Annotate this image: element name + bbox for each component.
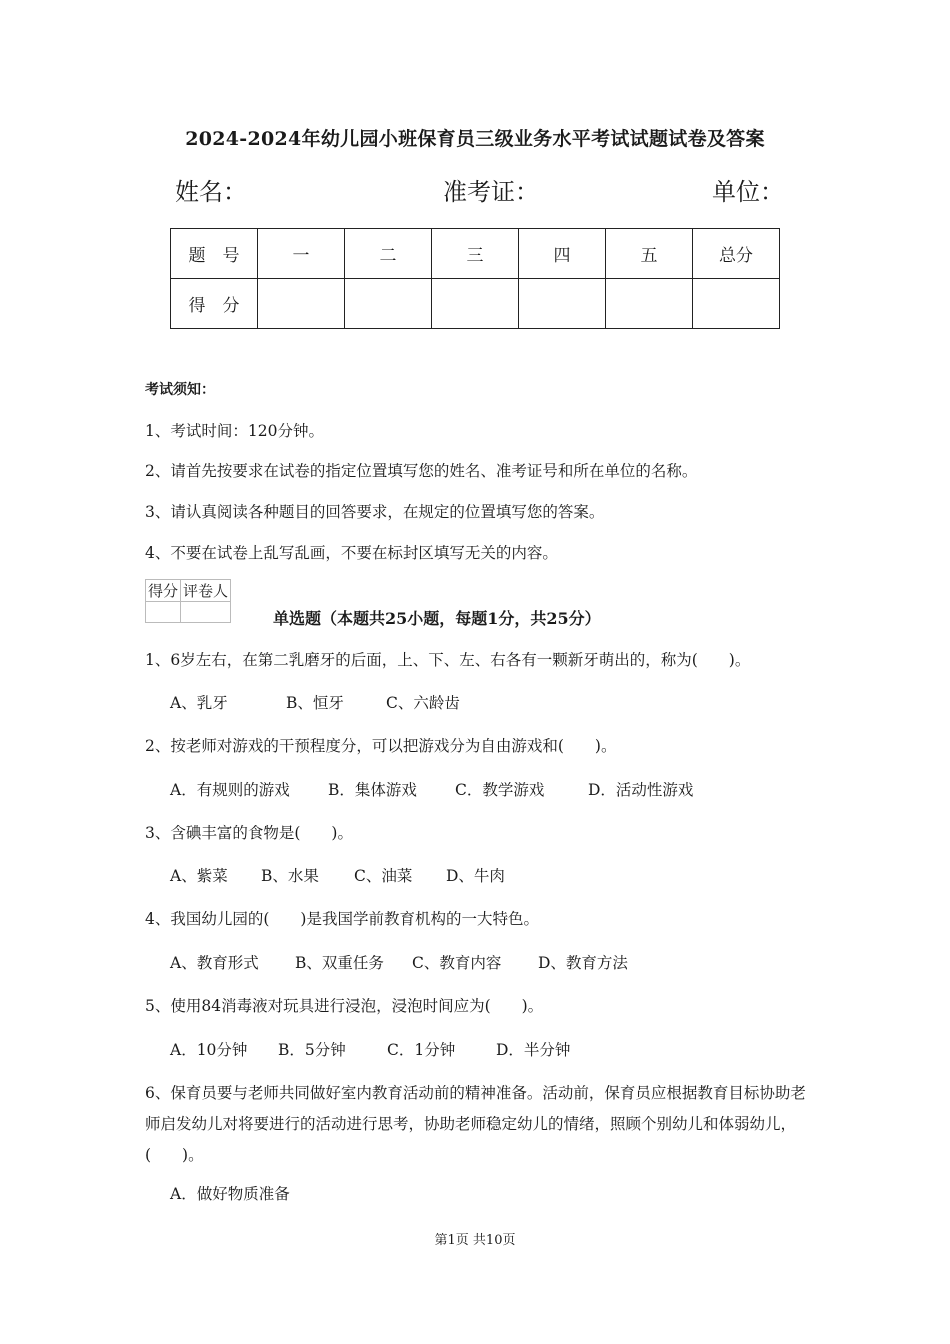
- grader-reviewer-cell[interactable]: [181, 602, 231, 623]
- score-header-cell: 四: [519, 229, 606, 279]
- question-option[interactable]: A、乳牙: [170, 694, 228, 712]
- notice-item: 1、考试时间：120分钟。: [145, 422, 324, 440]
- question-option[interactable]: C．教学游戏: [455, 781, 545, 799]
- question-stem: 6、保育员要与老师共同做好室内教育活动前的精神准备。活动前，保育员应根据教育目标协助老师启发幼儿对将要进行的活动进行思考，协助老师稳定幼儿的情绪，照顾个别幼儿和体弱幼儿，( )。: [145, 1084, 806, 1164]
- score-cell[interactable]: [432, 279, 519, 329]
- score-cell[interactable]: [519, 279, 606, 329]
- score-cell[interactable]: [345, 279, 432, 329]
- unit-label: 单位：: [712, 178, 784, 206]
- score-cell[interactable]: [693, 279, 780, 329]
- question-option[interactable]: B、双重任务: [295, 954, 384, 972]
- score-header-cell: 总分: [693, 229, 780, 279]
- notice-item: 3、请认真阅读各种题目的回答要求，在规定的位置填写您的答案。: [145, 503, 605, 521]
- question-option[interactable]: A．有规则的游戏: [170, 781, 290, 799]
- exam-id-label: 准考证：: [443, 178, 539, 206]
- question-option[interactable]: C、六龄齿: [386, 694, 460, 712]
- score-cell[interactable]: [258, 279, 345, 329]
- question-stem: 3、含碘丰富的食物是( )。: [145, 824, 353, 842]
- question-option[interactable]: B、恒牙: [286, 694, 344, 712]
- exam-title: 2024-2024年幼儿园小班保育员三级业务水平考试试题试卷及答案: [185, 128, 765, 150]
- name-label: 姓名：: [175, 178, 247, 206]
- question-option[interactable]: C、教育内容: [412, 954, 502, 972]
- question-option[interactable]: C．1分钟: [387, 1041, 456, 1059]
- grader-score-cell[interactable]: [146, 602, 181, 623]
- question-option[interactable]: D．活动性游戏: [588, 781, 694, 799]
- score-header-cell: 三: [432, 229, 519, 279]
- question-option[interactable]: A．10分钟: [170, 1041, 248, 1059]
- score-table: [170, 228, 780, 329]
- score-header-cell: 二: [345, 229, 432, 279]
- question-option[interactable]: C、油菜: [354, 867, 413, 885]
- score-row-label: 得 分: [171, 279, 258, 329]
- question-stem: 1、6岁左右，在第二乳磨牙的后面，上、下、左、右各有一颗新牙萌出的，称为( )。: [145, 651, 751, 669]
- score-table-score-row: [171, 279, 780, 329]
- question-option[interactable]: A．做好物质准备: [170, 1185, 290, 1203]
- grader-reviewer-label: 评卷人: [181, 580, 231, 602]
- notice-item: 4、不要在试卷上乱写乱画，不要在标封区填写无关的内容。: [145, 544, 558, 562]
- question-option[interactable]: D．半分钟: [496, 1041, 571, 1059]
- score-header-cell: 一: [258, 229, 345, 279]
- question-option[interactable]: A、教育形式: [170, 954, 259, 972]
- score-cell[interactable]: [606, 279, 693, 329]
- question-option[interactable]: D、教育方法: [538, 954, 628, 972]
- question-stem: 2、按老师对游戏的干预程度分，可以把游戏分为自由游戏和( )。: [145, 737, 617, 755]
- question-option[interactable]: B、水果: [261, 867, 319, 885]
- question-option[interactable]: B．集体游戏: [328, 781, 417, 799]
- notice-item: 2、请首先按要求在试卷的指定位置填写您的姓名、准考证号和所在单位的名称。: [145, 462, 698, 480]
- notice-heading: 考试须知：: [145, 382, 215, 398]
- question-stem: 5、使用84消毒液对玩具进行浸泡，浸泡时间应为( )。: [145, 997, 544, 1015]
- grader-box: [145, 579, 231, 623]
- section-title: 单选题（本题共25小题，每题1分，共25分）: [273, 609, 601, 628]
- grader-score-label: 得分: [146, 580, 181, 602]
- page-footer: 第1页 共10页: [434, 1233, 516, 1248]
- score-header-cell: 五: [606, 229, 693, 279]
- score-table-header-row: [171, 229, 780, 279]
- question-option[interactable]: A、紫菜: [170, 867, 228, 885]
- question-option[interactable]: D、牛肉: [446, 867, 505, 885]
- question-stem: 4、我国幼儿园的( )是我国学前教育机构的一大特色。: [145, 910, 539, 928]
- score-header-cell: 题 号: [171, 229, 258, 279]
- question-option[interactable]: B．5分钟: [278, 1041, 346, 1059]
